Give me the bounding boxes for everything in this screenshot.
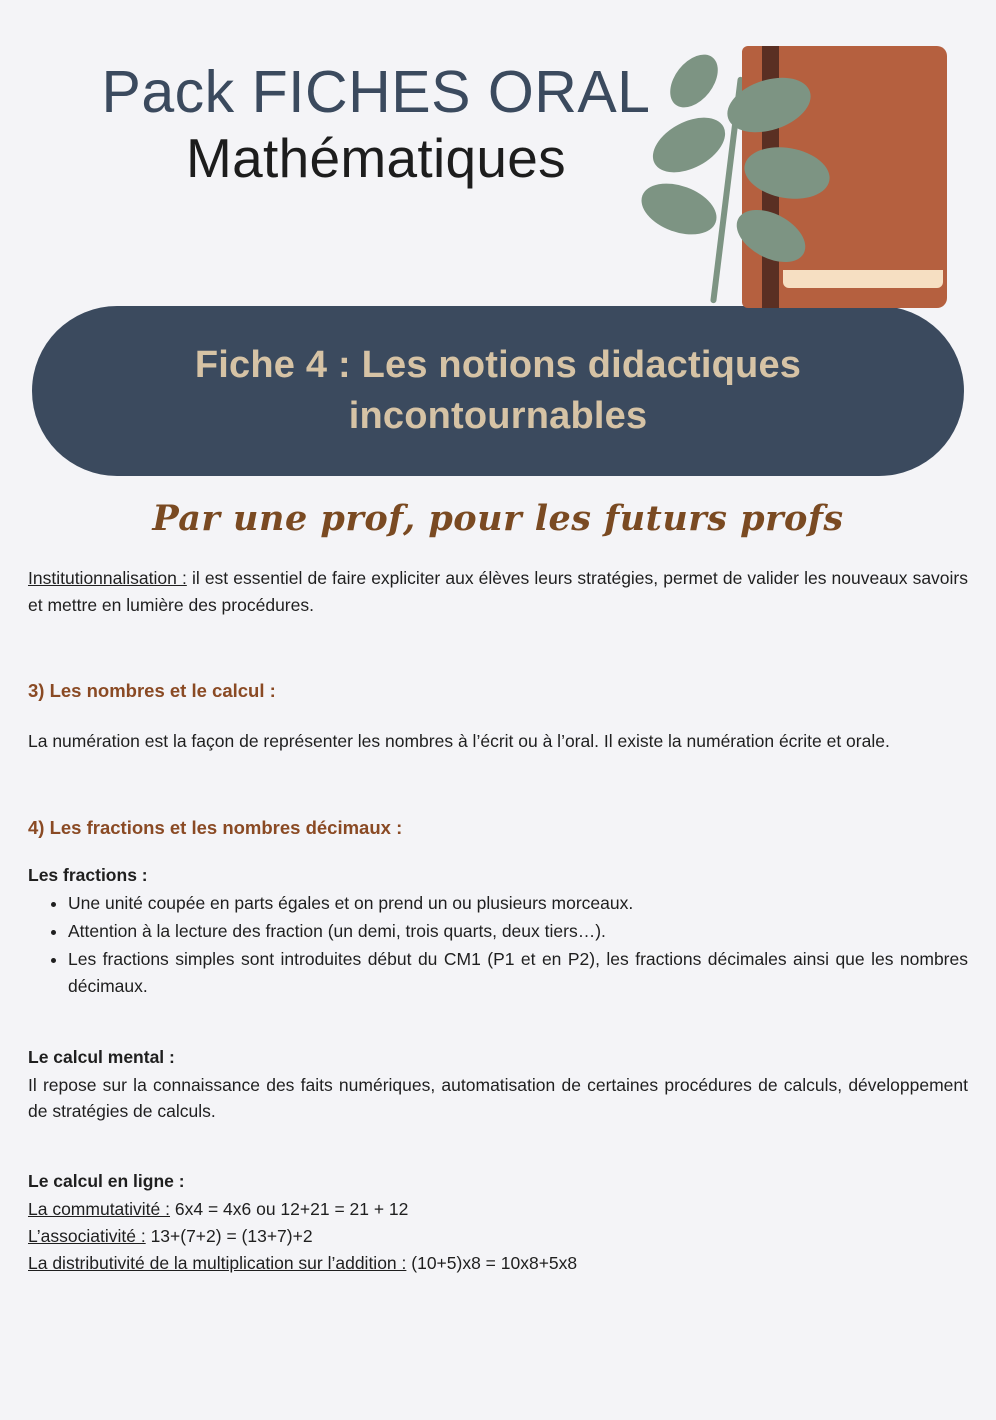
fiche-banner: [32, 306, 964, 476]
fractions-bullet-list: [28, 890, 968, 999]
page-title: [26, 59, 726, 193]
institutionnalisation-text: il est essentiel de faire expliciter aux élèves leurs stratégies, permet de valider les nouveaux savoirs et mettre en lumière des procédures.: [28, 568, 968, 615]
document-body: [26, 565, 970, 1277]
rule-value: 6x4 = 4x6 ou 12+21 = 21 + 12: [170, 1198, 409, 1219]
spacer: [28, 755, 968, 817]
spacer: [28, 1125, 968, 1171]
rule-label: L’associativité :: [28, 1226, 146, 1247]
leaf-icon: [661, 46, 728, 117]
section-4-title: 4) Les fractions et les nombres décimaux :: [28, 816, 403, 838]
rule-label: La distributivité de la multiplication sur l’addition :: [28, 1253, 407, 1274]
section-3-title: 3) Les nombres et le calcul :: [28, 680, 276, 702]
rule-label: La commutativité :: [28, 1198, 170, 1219]
spacer: [28, 702, 968, 728]
title-line-1: Pack FICHES ORAL: [101, 59, 651, 125]
institutionnalisation-label: Institutionnalisation :: [28, 568, 187, 588]
section-3-paragraph: La numération est la façon de représenter les nombres à l’écrit ou à l’oral. Il existe la numération écrite et orale.: [28, 731, 890, 752]
list-item: • Les fractions simples sont introduites début du CM1 (P1 et en P2), les fractions décimales ainsi que les nombres décimaux.: [68, 946, 968, 999]
document-header: [26, 0, 970, 300]
calcul-mental-paragraph: Il repose sur la connaissance des faits numériques, automatisation de certaines procédures de calculs, développement de stratégies de calculs.: [28, 1074, 968, 1122]
rule-distributivite: [28, 1250, 968, 1277]
title-line-2: Mathématiques: [186, 126, 566, 189]
list-item: • Une unité coupée en parts égales et on prend un ou plusieurs morceaux.: [68, 890, 968, 916]
fractions-subtitle: Les fractions :: [28, 864, 148, 885]
rule-associativite: [28, 1223, 968, 1250]
calcul-en-ligne-subtitle: Le calcul en ligne :: [28, 1170, 185, 1191]
rule-commutativite: [28, 1196, 968, 1223]
spacer: [28, 1001, 968, 1047]
calcul-mental-subtitle: Le calcul mental :: [28, 1046, 175, 1067]
leaf-icon: [644, 106, 734, 183]
spacer: [28, 839, 968, 865]
tagline: Par une prof, pour les futurs profs: [152, 498, 844, 539]
book-pages-shape: [783, 270, 943, 288]
rule-value: (10+5)x8 = 10x8+5x8: [406, 1253, 578, 1274]
list-item: • Attention à la lecture des fraction (un demi, trois quarts, deux tiers…).: [68, 918, 968, 944]
rule-value: 13+(7+2) = (13+7)+2: [145, 1226, 313, 1247]
fiche-banner-title: Fiche 4 : Les notions didactiques incontournables: [194, 343, 802, 437]
institutionnalisation-paragraph: [28, 565, 968, 618]
book-icon: [658, 18, 948, 318]
spacer: [28, 618, 968, 680]
